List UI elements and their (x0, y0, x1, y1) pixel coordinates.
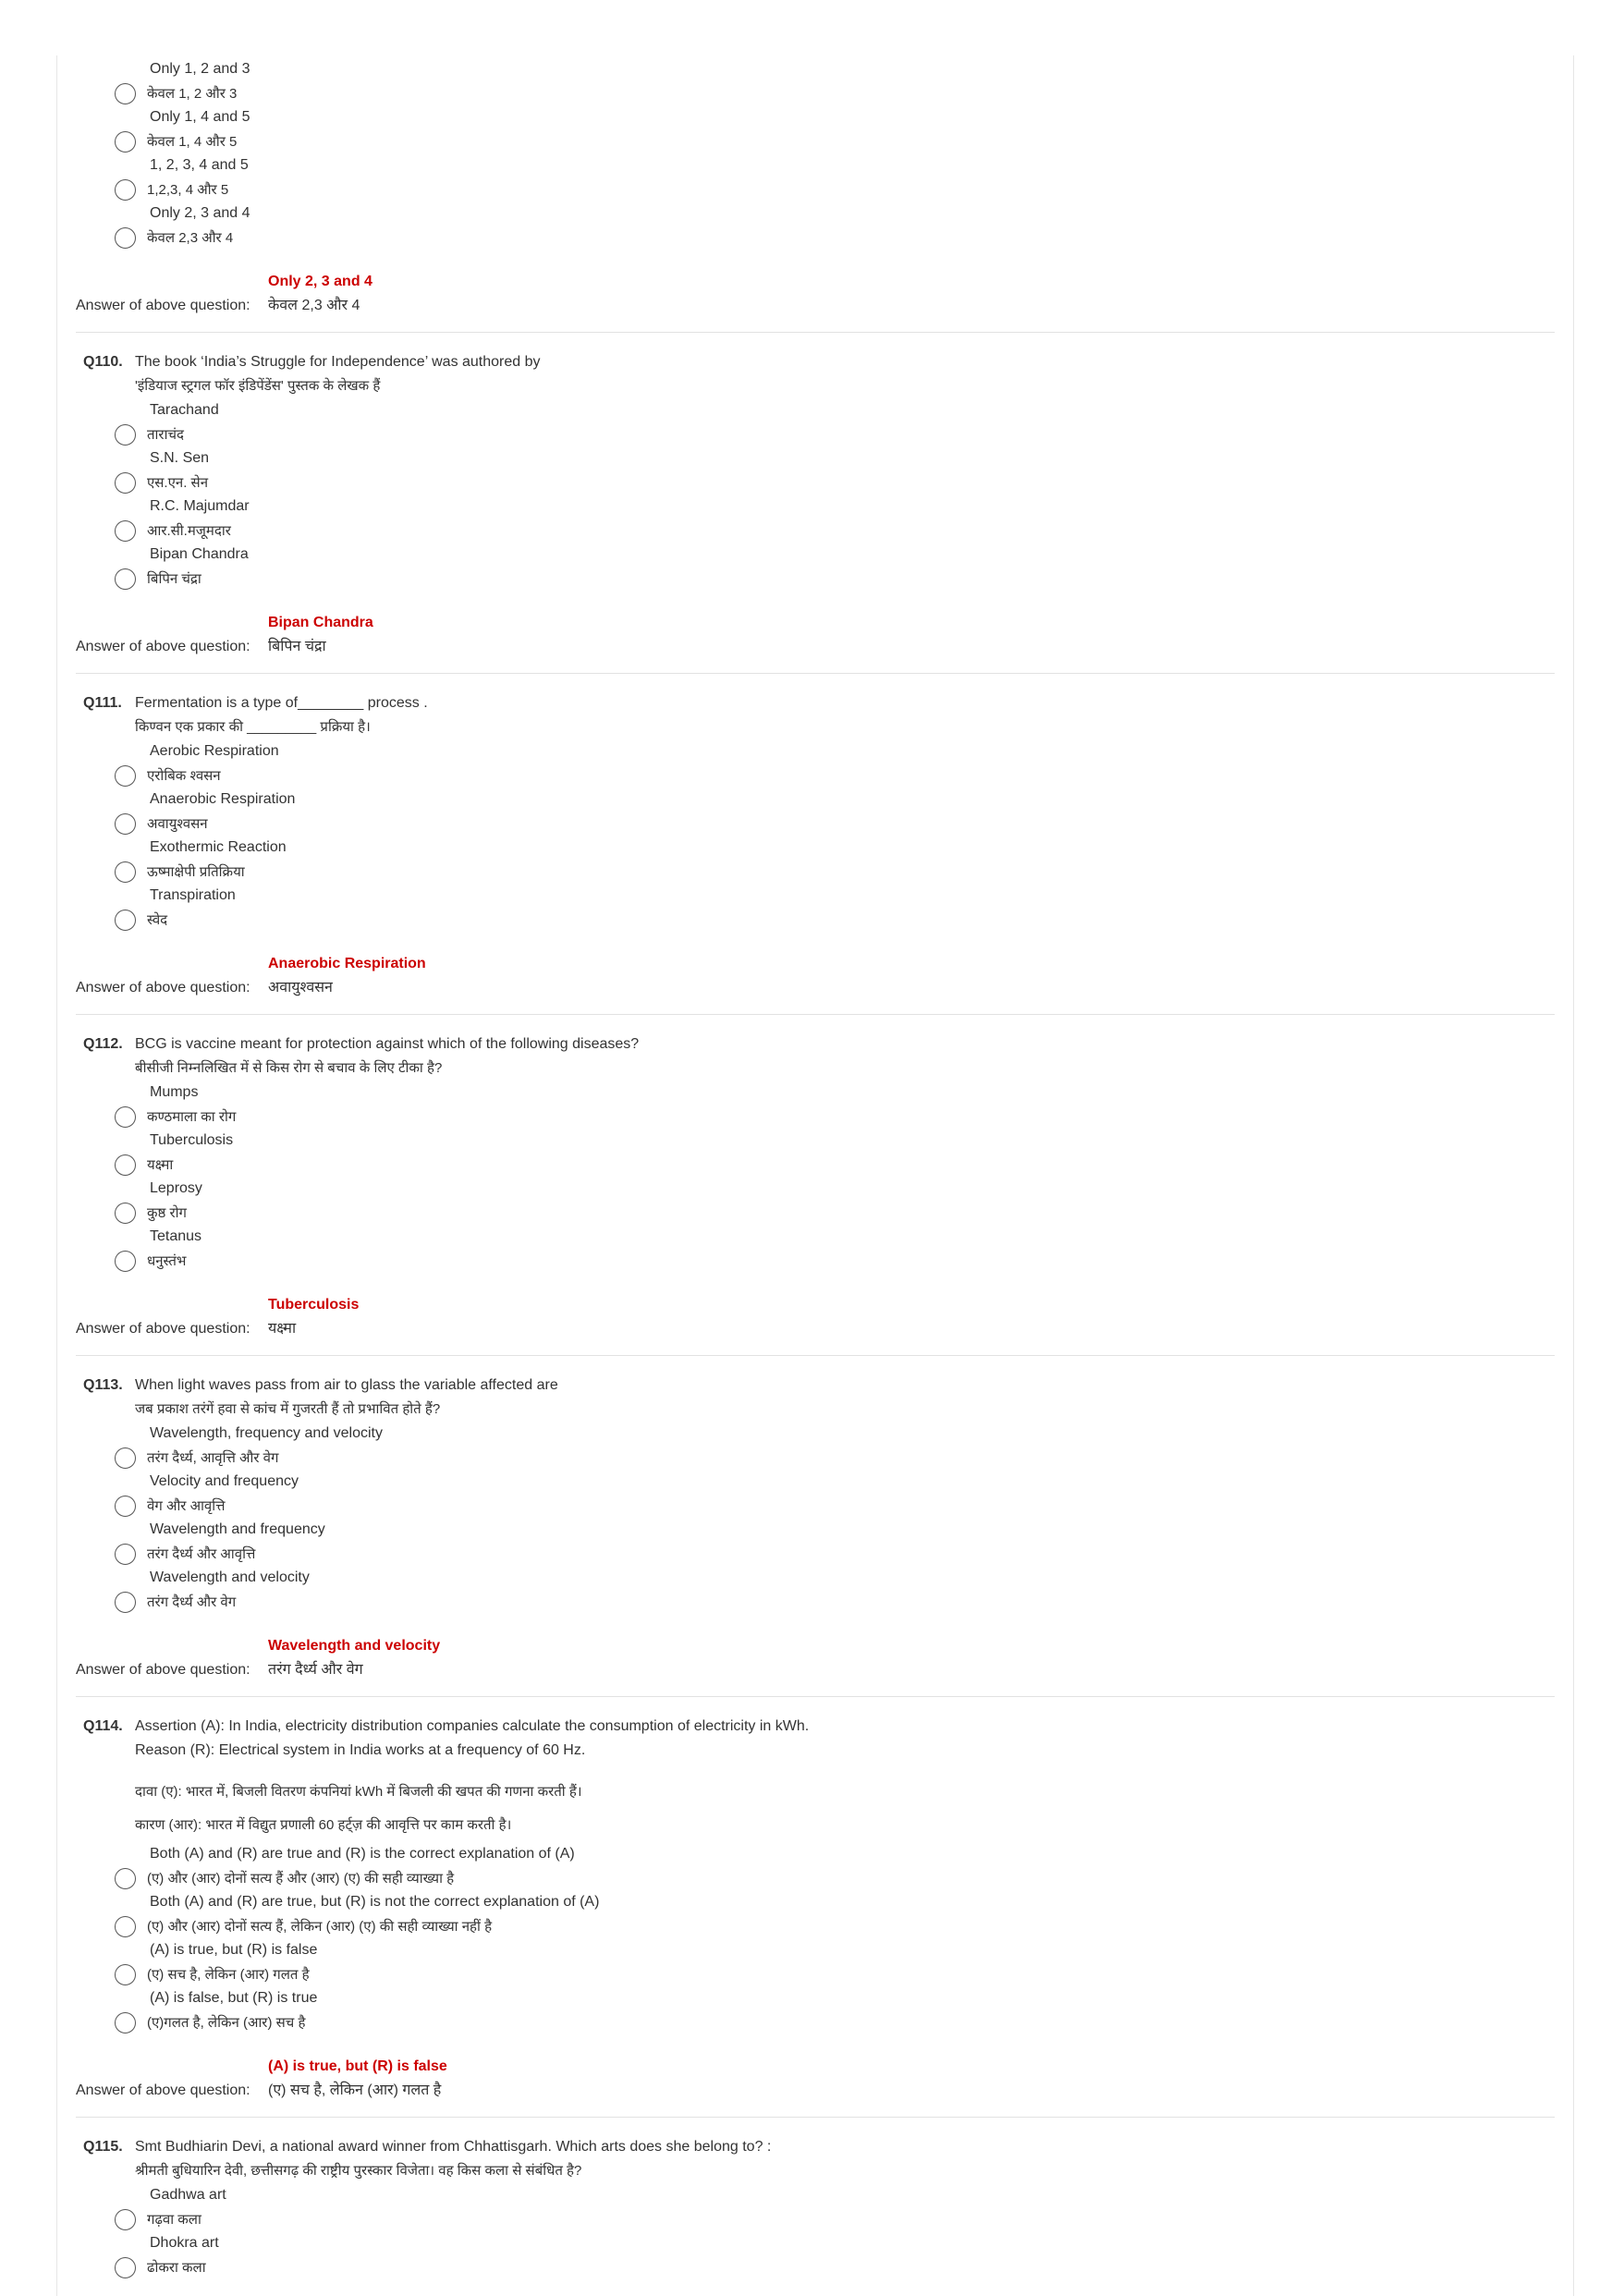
answer-block (76, 270, 1555, 318)
correct-answer-hi: यक्ष्मा (268, 1321, 297, 1337)
question-divider (76, 2117, 1555, 2118)
option-text-en: Tuberculosis (150, 1132, 234, 1148)
option-row[interactable] (76, 1446, 1555, 1470)
option-text-en: Aerobic Respiration (150, 743, 279, 759)
option-row[interactable] (76, 860, 1555, 884)
option-text-hi: (ए) और (आर) दोनों सत्य हैं, लेकिन (आर) (ए) की सही व्याख्या नहीं है (147, 1919, 493, 1935)
question-divider (76, 1014, 1555, 1015)
question-divider (76, 1696, 1555, 1697)
option-row[interactable] (76, 1105, 1555, 1129)
option-text-hi: ढोकरा कला (147, 2260, 206, 2276)
radio-button[interactable] (115, 131, 136, 153)
option-text-hi: ताराचंद (147, 427, 184, 443)
option-row[interactable] (76, 2010, 1555, 2034)
option-row[interactable] (76, 763, 1555, 788)
option-text-hi: धनुस्तंभ (147, 1253, 187, 1269)
radio-button[interactable] (115, 2257, 136, 2278)
option-row[interactable] (76, 1914, 1555, 1938)
option-row[interactable] (76, 226, 1555, 250)
option-row[interactable] (76, 422, 1555, 446)
question-text-hi: किण्वन एक प्रकार की _________ प्रक्रिया है। (135, 719, 371, 735)
answer-block (76, 2055, 1555, 2103)
option-text-hi: आर.सी.मजूमदार (147, 523, 231, 539)
radio-button[interactable] (115, 1106, 136, 1128)
radio-button[interactable] (115, 1496, 136, 1517)
question-list (76, 57, 1555, 2279)
option-text-hi: तरंग दैर्ध्य और वेग (147, 1594, 237, 1610)
radio-button[interactable] (115, 910, 136, 931)
radio-button[interactable] (115, 1964, 136, 1985)
option-text-en: Tetanus (150, 1228, 202, 1244)
question-text: Smt Budhiarin Devi, a national award winner from Chhattisgarh. Which arts does she belong to? : (135, 2139, 772, 2155)
option-text-en: Both (A) and (R) are true, but (R) is not the correct explanation of (A) (150, 1894, 600, 1910)
correct-answer-en: Wavelength and velocity (268, 1638, 441, 1654)
option-text-hi: एस.एन. सेन (147, 475, 209, 491)
option-row[interactable] (76, 129, 1555, 153)
question-q112 (76, 1029, 1555, 1341)
option-text-hi: 1,2,3, 4 और 5 (147, 182, 229, 198)
question-text: Fermentation is a type of________ process . (135, 695, 428, 711)
question-text-hi: बीसीजी निम्नलिखित में से किस रोग से बचाव के लिए टीका है? (135, 1060, 443, 1076)
option-text-en: (A) is false, but (R) is true (150, 1990, 318, 2006)
option-row[interactable] (76, 1249, 1555, 1273)
option-row[interactable] (76, 2255, 1555, 2279)
option-text-hi: केवल 1, 2 और 3 (147, 86, 238, 102)
question-text: BCG is vaccine meant for protection against which of the following diseases? (135, 1036, 640, 1052)
correct-answer-hi: तरंग दैर्ध्य और वेग (268, 1662, 363, 1678)
option-text-en: Wavelength, frequency and velocity (150, 1425, 383, 1441)
option-text-en: R.C. Majumdar (150, 498, 250, 514)
option-text-hi: बिपिन चंद्रा (147, 571, 201, 587)
radio-button[interactable] (115, 227, 136, 249)
answer-label: Answer of above question: (76, 980, 250, 995)
option-text-hi: तरंग दैर्ध्य और आवृत्ति (147, 1546, 256, 1562)
option-text-en: Tarachand (150, 402, 219, 418)
radio-button[interactable] (115, 2012, 136, 2033)
radio-button[interactable] (115, 861, 136, 883)
option-text-hi: कुष्ठ रोग (147, 1205, 187, 1221)
question-text: Assertion (A): In India, electricity distribution companies calculate the consumption of electricity in kWh. (135, 1718, 810, 1734)
answer-label: Answer of above question: (76, 1321, 250, 1337)
option-text-hi: केवल 2,3 और 4 (147, 230, 234, 246)
question-divider (76, 1355, 1555, 1356)
answer-block (76, 952, 1555, 1000)
question-number: Q115. (83, 2139, 123, 2155)
question-text-hi: 'इंडियाज स्ट्रगल फॉर इंडिपेंडेंस' पुस्तक के लेखक हैं (135, 378, 381, 394)
question-q115 (76, 2131, 1555, 2279)
correct-answer-hi: (ए) सच है, लेकिन (आर) गलत है (268, 2082, 442, 2098)
option-text-en: Anaerobic Respiration (150, 791, 296, 807)
question-text-hi: दावा (ए): भारत में, बिजली वितरण कंपनियां kWh में बिजली की खपत की गणना करती हैं। (135, 1784, 582, 1800)
option-row[interactable] (76, 567, 1555, 591)
option-text-hi: गढ़वा कला (147, 2212, 201, 2228)
answer-label: Answer of above question: (76, 639, 250, 654)
question-q114 (76, 1711, 1555, 2103)
correct-answer-hi: केवल 2,3 और 4 (268, 298, 360, 313)
radio-button[interactable] (115, 1544, 136, 1565)
option-text-en: Bipan Chandra (150, 546, 249, 562)
question-number: Q111. (83, 695, 122, 711)
radio-button[interactable] (115, 1868, 136, 1889)
option-text-en: Exothermic Reaction (150, 839, 287, 855)
option-text-en: Only 1, 2 and 3 (150, 61, 250, 77)
question-text-hi-line2: कारण (आर): भारत में विद्युत प्रणाली 60 हर्ट्ज़ की आवृत्ति पर काम करती है। (135, 1817, 512, 1833)
question-text: The book ‘India’s Struggle for Independence’ was authored by (135, 354, 541, 370)
option-row[interactable] (76, 908, 1555, 932)
correct-answer-en: Anaerobic Respiration (268, 956, 426, 971)
radio-button[interactable] (115, 1447, 136, 1469)
option-row[interactable] (76, 1866, 1555, 1890)
question-text-hi: श्रीमती बुधियारिन देवी, छत्तीसगढ़ की राष्ट्रीय पुरस्कार विजेता। वह किस कला से संबंधित है? (135, 2163, 582, 2179)
option-text-en: Leprosy (150, 1180, 202, 1196)
question-number: Q110. (83, 354, 123, 370)
option-row[interactable] (76, 519, 1555, 543)
correct-answer-hi: बिपिन चंद्रा (268, 639, 326, 654)
radio-button[interactable] (115, 424, 136, 446)
option-row[interactable] (76, 812, 1555, 836)
correct-answer-en: Bipan Chandra (268, 615, 373, 630)
radio-button[interactable] (115, 179, 136, 201)
option-row[interactable] (76, 1962, 1555, 1986)
radio-button[interactable] (115, 1592, 136, 1613)
option-row[interactable] (76, 1590, 1555, 1614)
option-text-hi: यक्ष्मा (147, 1157, 174, 1173)
radio-button[interactable] (115, 1251, 136, 1272)
radio-button[interactable] (115, 1154, 136, 1176)
question-q110 (76, 347, 1555, 659)
page-border-right (1573, 55, 1574, 2296)
option-text-en: Only 2, 3 and 4 (150, 205, 250, 221)
correct-answer-hi: अवायुश्वसन (268, 980, 333, 995)
option-text-en: Dhokra art (150, 2235, 219, 2251)
question-text: When light waves pass from air to glass the variable affected are (135, 1377, 558, 1393)
option-text-en: Only 1, 4 and 5 (150, 109, 250, 125)
option-text-en: Velocity and frequency (150, 1473, 299, 1489)
radio-button[interactable] (115, 1203, 136, 1224)
option-text-hi: कण्ठमाला का रोग (147, 1109, 237, 1125)
question-previous-continued (76, 57, 1555, 318)
answer-block (76, 1293, 1555, 1341)
question-text-line2: Reason (R): Electrical system in India works at a frequency of 60 Hz. (135, 1742, 586, 1758)
radio-button[interactable] (115, 2209, 136, 2230)
option-text-hi: वेग और आवृत्ति (147, 1498, 226, 1514)
answer-label: Answer of above question: (76, 2082, 250, 2098)
question-divider (76, 673, 1555, 674)
option-row[interactable] (76, 470, 1555, 495)
option-text-en: 1, 2, 3, 4 and 5 (150, 157, 249, 173)
option-text-en: Wavelength and velocity (150, 1569, 310, 1585)
correct-answer-en: Only 2, 3 and 4 (268, 274, 372, 289)
question-q111 (76, 688, 1555, 1000)
radio-button[interactable] (115, 765, 136, 787)
option-row[interactable] (76, 1153, 1555, 1177)
option-text-hi: केवल 1, 4 और 5 (147, 134, 238, 150)
question-text-hi: जब प्रकाश तरंगें हवा से कांच में गुजरती हैं तो प्रभावित होते हैं? (135, 1401, 441, 1417)
option-text-hi: (ए) और (आर) दोनों सत्य हैं और (आर) (ए) की सही व्याख्या है (147, 1871, 455, 1887)
radio-button[interactable] (115, 520, 136, 542)
option-row[interactable] (76, 1494, 1555, 1518)
question-number: Q112. (83, 1036, 123, 1052)
page-border-left (56, 55, 57, 2296)
answer-block (76, 611, 1555, 659)
option-text-hi: स्वेद (147, 912, 168, 928)
answer-label: Answer of above question: (76, 298, 250, 313)
option-row[interactable] (76, 81, 1555, 105)
radio-button[interactable] (115, 472, 136, 494)
option-text-hi: (ए)गलत है, लेकिन (आर) सच है (147, 2015, 306, 2031)
option-text-en: (A) is true, but (R) is false (150, 1942, 318, 1958)
option-text-en: S.N. Sen (150, 450, 210, 466)
option-text-hi: तरंग दैर्ध्य, आवृत्ति और वेग (147, 1450, 279, 1466)
answer-block (76, 1634, 1555, 1682)
radio-button[interactable] (115, 813, 136, 835)
question-divider (76, 332, 1555, 333)
answer-label: Answer of above question: (76, 1662, 250, 1678)
option-text-hi: अवायुश्वसन (147, 816, 208, 832)
option-text-en: Gadhwa art (150, 2187, 226, 2203)
radio-button[interactable] (115, 1916, 136, 1937)
question-number: Q114. (83, 1718, 123, 1734)
option-text-hi: एरोबिक श्वसन (147, 768, 221, 784)
radio-button[interactable] (115, 568, 136, 590)
option-text-en: Both (A) and (R) are true and (R) is the correct explanation of (A) (150, 1846, 575, 1862)
option-row[interactable] (76, 177, 1555, 202)
radio-button[interactable] (115, 83, 136, 104)
option-text-en: Transpiration (150, 887, 236, 903)
option-row[interactable] (76, 1542, 1555, 1566)
question-q113 (76, 1370, 1555, 1682)
option-row[interactable] (76, 2207, 1555, 2231)
option-row[interactable] (76, 1201, 1555, 1225)
option-text-en: Wavelength and frequency (150, 1521, 325, 1537)
question-number: Q113. (83, 1377, 123, 1393)
option-text-hi: (ए) सच है, लेकिन (आर) गलत है (147, 1967, 310, 1983)
correct-answer-en: Tuberculosis (268, 1297, 360, 1313)
correct-answer-en: (A) is true, but (R) is false (268, 2058, 447, 2074)
option-text-hi: ऊष्माक्षेपी प्रतिक्रिया (147, 864, 245, 880)
option-list (76, 57, 1555, 250)
option-text-en: Mumps (150, 1084, 199, 1100)
